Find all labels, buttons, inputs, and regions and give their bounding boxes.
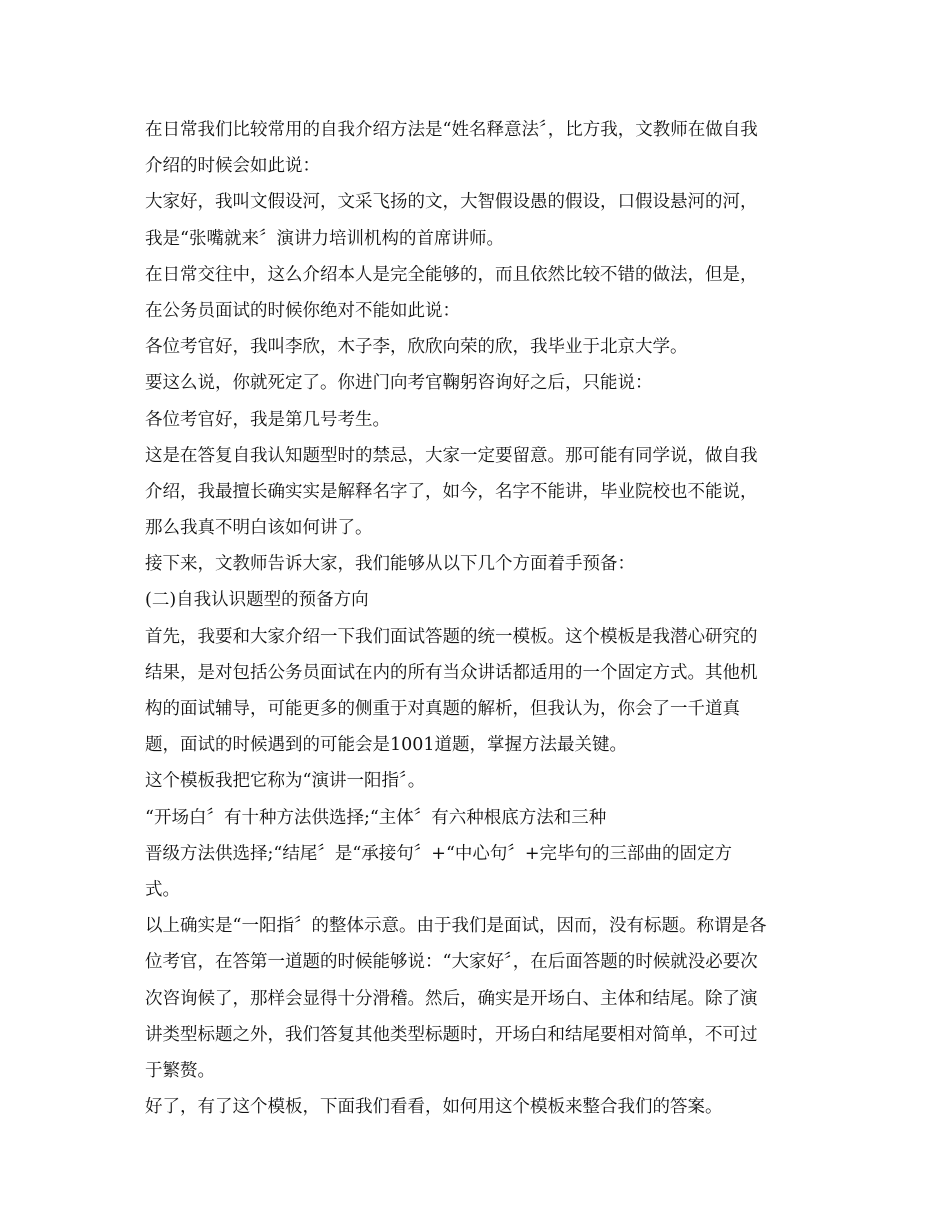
text-line: 构的面试辅导，可能更多的侧重于对真题的解析，但我认为，你会了一千道真 (145, 699, 740, 719)
text-line: 介绍的时候会如此说： (145, 156, 320, 177)
text-line: 各位考官好，我叫李欣，木子李，欣欣向荣的欣，我毕业于北京大学。 (145, 337, 688, 358)
text-line: 次咨询候了，那样会显得十分滑稽。然后，确实是开场白、主体和结尾。除了演 (145, 988, 758, 1009)
text-line: 位考官，在答第一道题的时候能够说：“大家好〞，在后面答题的时候就没必要次 (145, 952, 758, 973)
text-line: 式。 (145, 879, 180, 900)
text-line: 接下来，文教师告诉大家，我们能够从以下几个方面着手预备： (145, 554, 635, 575)
document-body (145, 112, 815, 1125)
text-line: 讲类型标题之外，我们答复其他类型标题时，开场白和结尾要相对简单，不可过 (145, 1024, 758, 1045)
text-line: 要这么说，你就死定了。你进门向考官鞠躬咨询好之后，只能说： (145, 373, 653, 394)
text-line: 我是“张嘴就来〞演讲力培训机构的首席讲师。 (145, 228, 504, 249)
text-line: 于繁赘。 (145, 1060, 215, 1081)
text-line: 在日常我们比较常用的自我介绍方法是“姓名释意法〞，比方我，文教师在做自我 (145, 120, 758, 140)
text-line: 这是在答复自我认知题型时的禁忌，大家一定要留意。那可能有同学说，做自我 (145, 445, 758, 466)
text-line: 那么我真不明白该如何讲了。 (145, 518, 373, 539)
section-heading: (二)自我认识题型的预备方向 (145, 590, 369, 611)
text-line: 结果，是对包括公务员面试在内的所有当众讲话都适用的一个固定方式。其他机 (145, 662, 758, 683)
text-line: 在日常交往中，这么介绍本人是完全能够的，而且依然比较不错的做法，但是， (145, 264, 758, 285)
text-line: 首先，我要和大家介绍一下我们面试答题的统一模板。这个模板是我潜心研究的 (145, 626, 758, 647)
text-line: 晋级方法供选择;“结尾〞是“承接句〞+“中心句〞+完毕句的三部曲的固定方 (145, 843, 733, 864)
text-line: 介绍，我最擅长确实实是解释名字了，如今，名字不能讲，毕业院校也不能说， (145, 481, 758, 502)
text-line: 好了，有了这个模板，下面我们看看，如何用这个模板来整合我们的答案。 (145, 1097, 723, 1118)
text-line: 题，面试的时候遇到的可能会是1001道题，掌握方法最关键。 (145, 735, 628, 756)
text-line: “开场白〞有十种方法供选择;“主体〞有六种根底方法和三种 (145, 807, 607, 828)
text-line: 各位考官好，我是第几号考生。 (145, 409, 390, 430)
text-line: 以上确实是“一阳指〞的整体示意。由于我们是面试，因而，没有标题。称谓是各 (145, 916, 767, 937)
text-line: 在公务员面试的时候你绝对不能如此说： (145, 300, 460, 321)
text-line: 这个模板我把它称为“演讲一阳指〞。 (145, 771, 426, 792)
text-line: 大家好，我叫文假设河，文采飞扬的文，大智假设愚的假设，口假设悬河的河， (145, 192, 758, 213)
